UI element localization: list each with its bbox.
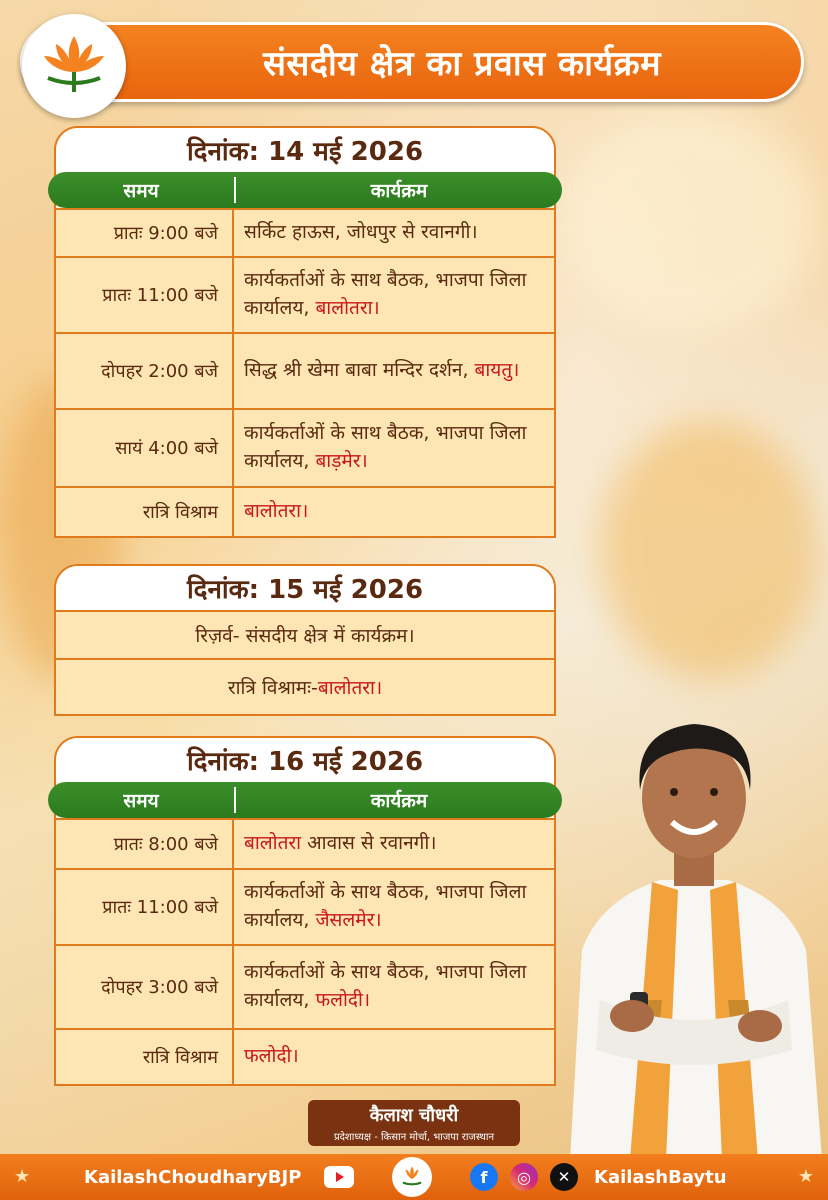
program-cell — [234, 488, 554, 536]
place-name: बालोतरा। — [317, 677, 383, 699]
place-name: बालोतरा। — [244, 500, 309, 523]
program-cell — [234, 870, 554, 944]
night-stay-label: रात्रि विश्रामः- — [227, 677, 318, 699]
time-cell: सायं 4:00 बजे — [56, 410, 234, 486]
header-bar — [20, 22, 804, 102]
table-row — [56, 486, 554, 536]
time-cell: प्रातः 11:00 बजे — [56, 258, 234, 332]
program-column-label: कार्यक्रम — [370, 180, 428, 202]
person-role: प्रदेशाध्यक्ष - किसान मोर्चा, भाजपा राजस्थान — [333, 1132, 495, 1143]
day-title: दिनांक: 16 मई 2026 — [56, 738, 554, 782]
time-cell: दोपहर 3:00 बजे — [56, 946, 234, 1028]
table-row — [56, 208, 554, 256]
program-cell — [234, 820, 554, 868]
table-row — [56, 868, 554, 944]
star-icon: ★ — [797, 1166, 814, 1187]
program-text: कार्यकर्ताओं के साथ बैठक, भाजपा जिला कार्यालय, — [244, 881, 527, 931]
right-social-handle[interactable]: KailashBaytu — [594, 1166, 727, 1188]
column-header — [48, 782, 562, 818]
day-title: दिनांक: 14 मई 2026 — [56, 128, 554, 172]
time-column-label: समय — [123, 790, 159, 812]
program-text: सिद्ध श्री खेमा बाबा मन्दिर दर्शन, — [244, 359, 475, 382]
table-row — [56, 256, 554, 332]
time-cell: प्रातः 11:00 बजे — [56, 870, 234, 944]
schedule-day-2 — [54, 564, 556, 716]
place-name: बाड़मेर। — [315, 450, 368, 472]
facebook-icon[interactable]: f — [470, 1163, 498, 1191]
reserve-row: रिज़र्व- संसदीय क्षेत्र में कार्यक्रम। — [56, 610, 554, 658]
day-title: दिनांक: 15 मई 2026 — [56, 566, 554, 610]
program-text: आवास से रवानगी। — [301, 832, 437, 855]
person-portrait — [560, 700, 828, 1160]
schedule-day-1 — [54, 126, 556, 538]
program-cell — [234, 946, 554, 1028]
program-text: कार्यकर्ताओं के साथ बैठक, भाजपा जिला कार्यालय, — [244, 961, 527, 1011]
place-name: फलोदी। — [244, 1045, 299, 1068]
program-column-label: कार्यक्रम — [370, 790, 428, 812]
lotus-logo-icon — [22, 14, 126, 118]
time-cell: दोपहर 2:00 बजे — [56, 334, 234, 408]
time-cell: रात्रि विश्राम — [56, 1030, 234, 1084]
name-card — [308, 1100, 520, 1146]
place-name: फलोदी। — [315, 989, 371, 1011]
table-row — [56, 944, 554, 1028]
place-name: जैसलमेर। — [315, 909, 382, 931]
program-cell — [234, 1030, 554, 1084]
background-blur — [600, 420, 820, 680]
time-cell: रात्रि विश्राम — [56, 488, 234, 536]
program-cell — [234, 410, 554, 486]
time-cell: प्रातः 9:00 बजे — [56, 210, 234, 256]
place-name: बालोतरा। — [315, 297, 380, 319]
place-name: बालोतरा — [244, 832, 302, 855]
night-stay-row — [56, 658, 554, 714]
star-icon: ★ — [14, 1166, 31, 1187]
left-social-handle[interactable]: KailashChoudharyBJP — [84, 1166, 302, 1188]
table-row — [56, 1028, 554, 1084]
table-row — [56, 332, 554, 408]
program-cell — [234, 334, 554, 408]
person-name: कैलाश चौधरी — [369, 1105, 459, 1126]
program-cell — [234, 258, 554, 332]
background-blur — [560, 110, 820, 330]
x-icon[interactable]: ✕ — [550, 1163, 578, 1191]
program-text: सर्किट हाऊस, जोधपुर से रवानगी। — [244, 221, 478, 244]
column-header — [48, 172, 562, 208]
page-title: संसदीय क्षेत्र का प्रवास कार्यक्रम — [262, 44, 662, 84]
youtube-icon[interactable] — [324, 1166, 354, 1188]
lotus-logo-icon — [392, 1157, 432, 1197]
footer-bar — [0, 1154, 828, 1200]
time-cell: प्रातः 8:00 बजे — [56, 820, 234, 868]
table-row — [56, 818, 554, 868]
program-cell — [234, 210, 554, 256]
program-text: कार्यकर्ताओं के साथ बैठक, भाजपा जिला कार्यालय, — [244, 269, 527, 319]
program-text: कार्यकर्ताओं के साथ बैठक, भाजपा जिला कार्यालय, — [244, 422, 527, 472]
schedule-day-3 — [54, 736, 556, 1086]
table-row — [56, 408, 554, 486]
instagram-icon[interactable]: ◎ — [510, 1163, 538, 1191]
time-column-label: समय — [123, 180, 159, 202]
place-name: बायतु। — [474, 359, 520, 382]
